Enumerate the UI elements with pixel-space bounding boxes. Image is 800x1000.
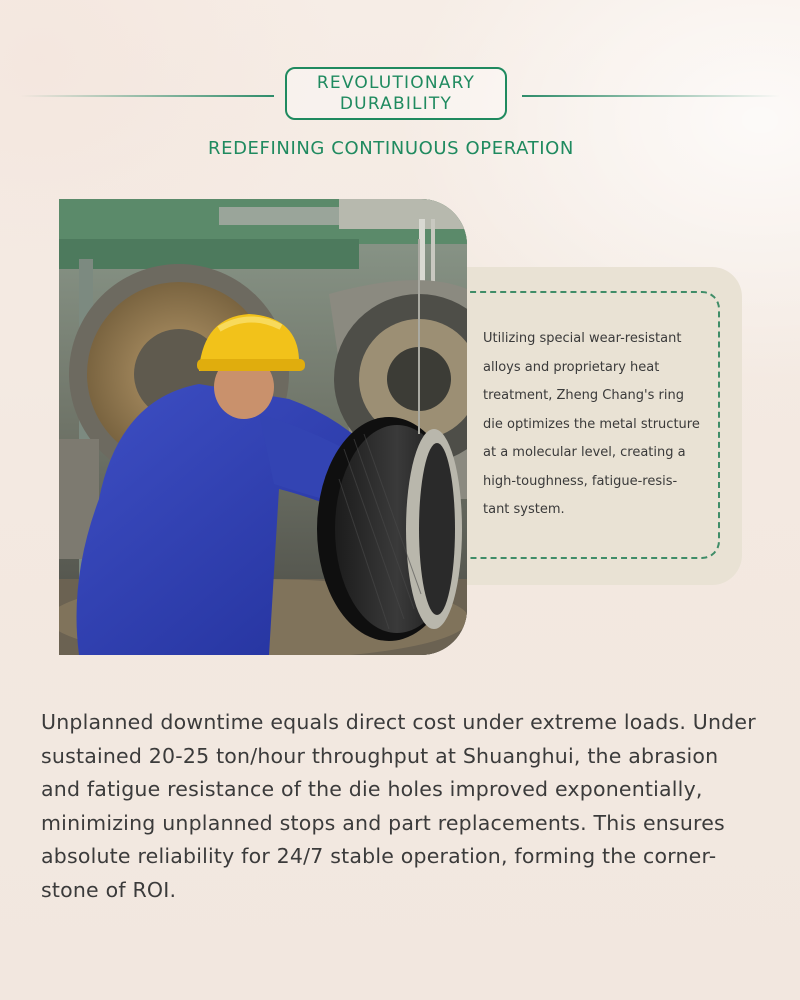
- header-title-line1: REVOLUTIONARY: [316, 72, 476, 93]
- body-line: minimizing unplanned stops and part replacements. This ensures: [41, 810, 725, 835]
- header-divider-left: [20, 95, 274, 97]
- body-line: and fatigue resistance of the die holes improved exponentially,: [41, 777, 703, 801]
- info-card-line: tant system.: [483, 502, 565, 517]
- info-card-line: Utilizing special wear-resistant: [483, 331, 682, 346]
- body-line: sustained 20-25 ton/hour throughput at Shuanghui, the abrasion: [41, 743, 719, 768]
- body-line: Unplanned downtime equals direct cost under extreme loads. Under: [41, 710, 756, 734]
- factory-worker-ring-die-illustration: [59, 199, 467, 655]
- info-card-line: treatment, Zheng Chang's ring: [483, 388, 684, 403]
- body-paragraph: [41, 706, 781, 907]
- header-title-badge: [285, 67, 507, 120]
- body-line: absolute reliability for 24/7 stable operation, forming the corner-: [41, 844, 717, 868]
- info-card-line: alloys and proprietary heat: [483, 359, 660, 375]
- info-card-line: die optimizes the metal structure: [483, 416, 700, 432]
- info-card-line: at a molecular level, creating a: [483, 445, 686, 460]
- factory-worker-photo: [59, 199, 467, 655]
- header-title-line2: DURABILITY: [339, 93, 453, 114]
- page-subtitle: REDEFINING CONTINUOUS OPERATION: [208, 138, 574, 159]
- body-line: stone of ROI.: [41, 877, 177, 902]
- header-divider-right: [522, 95, 780, 97]
- info-card-text: [483, 325, 707, 525]
- info-card-line: high-toughness, fatigue-resis-: [483, 473, 678, 489]
